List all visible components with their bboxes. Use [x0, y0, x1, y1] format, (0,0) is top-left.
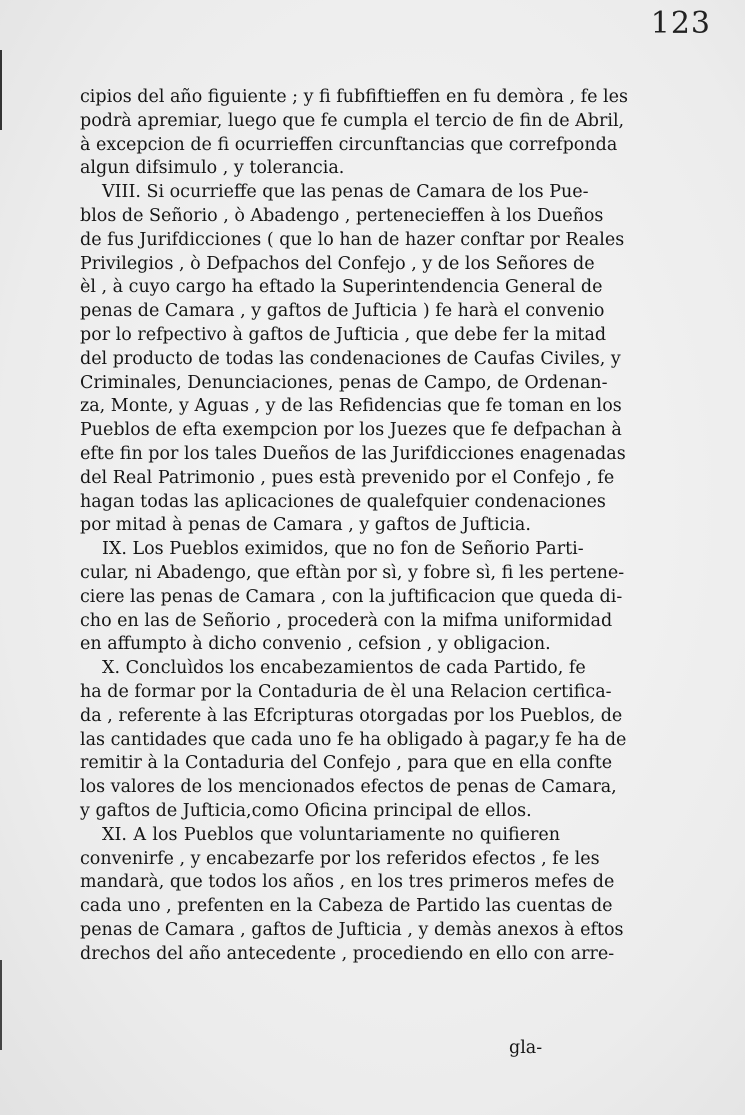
text-line: cho en las de Señorio , procederà con la mifma uniformidad	[80, 610, 613, 631]
text-line: algun difsimulo , y tolerancia.	[80, 158, 345, 179]
text-line: del Real Patrimonio , pues està prevenido por el Confejo , fe	[80, 467, 615, 488]
body-text	[80, 86, 628, 966]
text-line: èl , à cuyo cargo ha eftado la Superintendencia General de	[80, 277, 603, 298]
text-line: penas de Camara , gaftos de Jufticia , y demàs anexos à eftos	[80, 919, 624, 940]
text-line: remitir à la Contaduria del Confejo , para que en ella confte	[80, 753, 613, 774]
text-line: ha de formar por la Contaduria de èl una Relacion certifica-	[80, 681, 612, 702]
text-line: podrà apremiar, luego que fe cumpla el tercio de fin de Abril,	[80, 110, 625, 131]
text-line: da , referente à las Efcripturas otorgadas por los Pueblos, de	[80, 705, 623, 726]
text-line: y gaftos de Jufticia,como Oficina principal de ellos.	[80, 800, 532, 821]
text-line: por mitad à penas de Camara , y gaftos de Jufticia.	[80, 515, 531, 536]
text-line: blos de Señorio , ò Abadengo , pertenecieffen à los Dueños	[80, 205, 604, 226]
text-line: por lo refpectivo à gaftos de Jufticia , que debe fer la mitad	[80, 324, 607, 345]
page-edge-shadow-bottom	[0, 960, 12, 1050]
text-line: penas de Camara , y gaftos de Jufticia ) fe harà el convenio	[80, 301, 605, 322]
text-line: cada uno , prefenten en la Cabeza de Partido las cuentas de	[80, 896, 613, 917]
text-line: drechos del año antecedente , procediendo en ello con arre-	[80, 943, 615, 964]
text-line: efte fin por los tales Dueños de las Jurifdicciones enagenadas	[80, 443, 626, 464]
text-line: Pueblos de efta exempcion por los Juezes que fe defpachan à	[80, 420, 622, 441]
text-line: las cantidades que cada uno fe ha obligado à pagar,y fe ha de	[80, 729, 627, 750]
text-line: X. Concluìdos los encabezamientos de cada Partido, fe	[102, 658, 586, 679]
text-line: cular, ni Abadengo, que eftàn por sì, y fobre sì, fi les pertene-	[80, 562, 625, 583]
text-line: ciere las penas de Camara , con la juftificacion que queda di-	[80, 586, 623, 607]
page-number: 123	[650, 6, 711, 41]
text-line: cipios del año figuiente ; y fi fubfiftieffen en fu demòra , fe les	[80, 87, 628, 107]
text-line: en affumpto à dicho convenio , cefsion , y obligacion.	[80, 634, 551, 655]
text-line: VIII. Si ocurrieffe que las penas de Camara de los Pue-	[102, 182, 589, 203]
text-line: Criminales, Denunciaciones, penas de Campo, de Ordenan-	[80, 372, 608, 393]
text-line: XI. A los Pueblos que voluntariamente no quifieren	[102, 824, 560, 845]
text-line: convenirfe , y encabezarfe por los referidos efectos , fe les	[80, 848, 600, 869]
text-line: à excepcion de fi ocurrieffen circunftancias que correfponda	[80, 134, 618, 155]
page-edge-shadow	[0, 50, 10, 130]
text-line: de fus Jurifdicciones ( que lo han de hazer conftar por Reales	[80, 229, 625, 250]
catchword: gla-	[509, 1038, 543, 1058]
text-line: del producto de todas las condenaciones de Caufas Civiles, y	[80, 348, 621, 369]
text-line: los valores de los mencionados efectos de penas de Camara,	[80, 777, 617, 798]
text-line: za, Monte, y Aguas , y de las Refidencias que fe toman en los	[80, 396, 622, 417]
text-line: mandarà, que todos los años , en los tres primeros mefes de	[80, 872, 615, 893]
text-line: hagan todas las aplicaciones de qualefquier condenaciones	[80, 491, 606, 512]
text-line: IX. Los Pueblos eximidos, que no fon de Señorio Parti-	[102, 539, 584, 560]
text-line: Privilegios , ò Defpachos del Confejo , y de los Señores de	[80, 253, 595, 274]
